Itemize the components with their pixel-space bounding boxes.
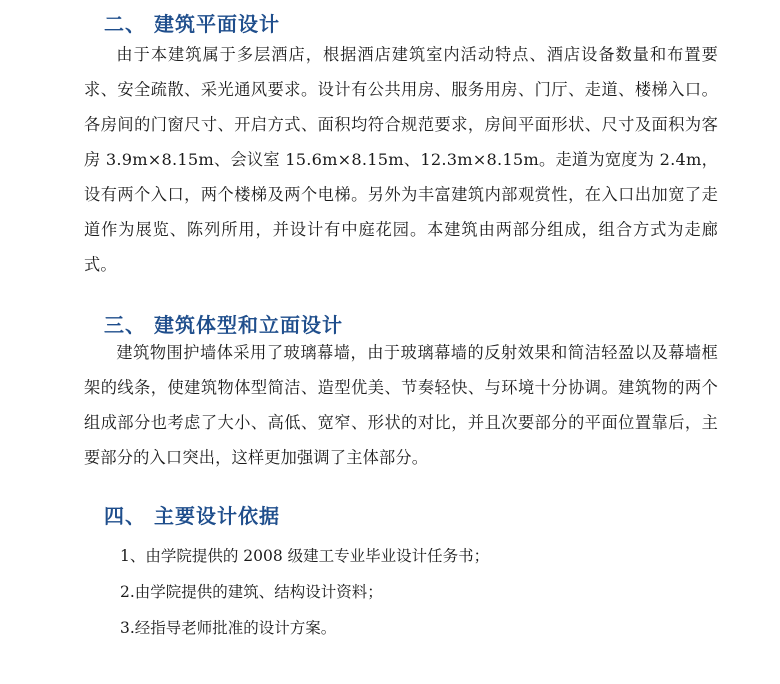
section-paragraph-floor-plan: 由于本建筑属于多层酒店，根据酒店建筑室内活动特点、酒店设备数量和布置要求、安全疏散、采光通风要求。设计有公共用房、服务用房、门厅、走道、楼梯入口。各房间的门窗尺寸、开启方式、面积均符合规范要求，房间平面形状、尺寸及面积为客房 3.9m×8.15m、会议室 15.6m×8.15m、12.3m×8.15m。走道为宽度为 2.4m，设有两个入口，两个楼梯及两个电梯。另外为丰富建筑内部观赏性，在入口出加宽了走道作为展览、陈列所用，并设计有中庭花园。本建筑由两部分组成，组合方式为走廊式。 xyxy=(84,45,718,274)
list-item: 2.由学院提供的建筑、结构设计资料； xyxy=(120,583,383,601)
list-item: 1、由学院提供的 2008 级建工专业毕业设计任务书； xyxy=(120,547,490,565)
section-heading-elevation: 三、 建筑体型和立面设计 xyxy=(104,313,343,337)
section-heading-floor-plan: 二、 建筑平面设计 xyxy=(104,12,280,36)
list-item: 3.经指导老师批准的设计方案。 xyxy=(120,619,337,637)
section-heading-design-basis: 四、 主要设计依据 xyxy=(104,504,280,528)
section-paragraph-elevation: 建筑物围护墙体采用了玻璃幕墙，由于玻璃幕墙的反射效果和简洁轻盈以及幕墙框架的线条，使建筑物体型简洁、造型优美、节奏轻快、与环境十分协调。建筑物的两个组成部分也考虑了大小、高低、宽窄、形状的对比，并且次要部分的平面位置靠后，主要部分的入口突出，这样更加强调了主体部分。 xyxy=(84,343,718,467)
design-basis-list xyxy=(120,538,489,646)
